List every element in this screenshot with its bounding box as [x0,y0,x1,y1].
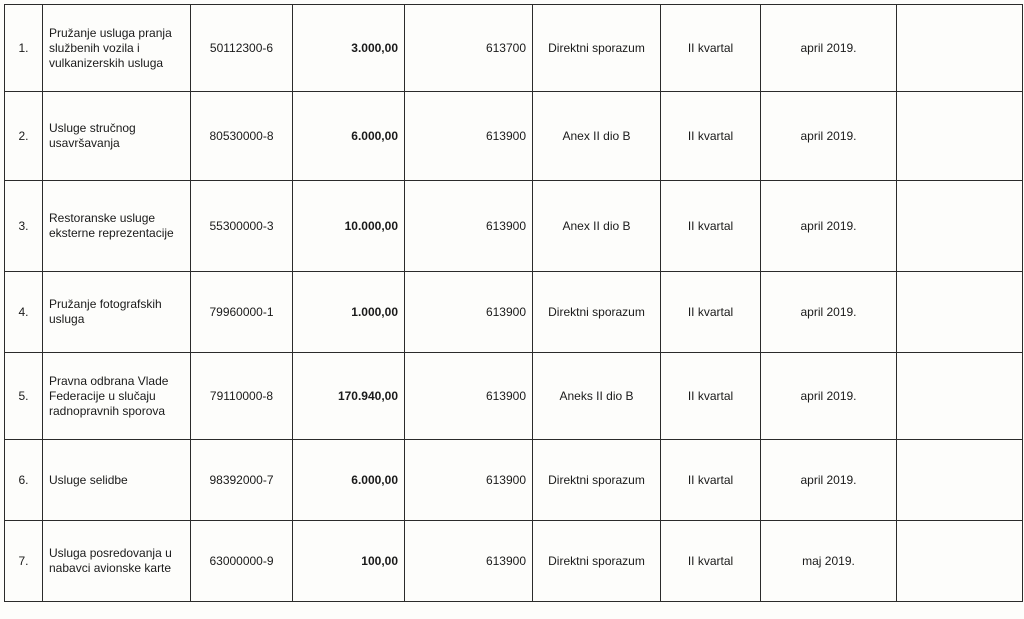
table-row [5,92,1023,181]
row-number: 7. [5,521,43,602]
cpv-code: 50112300-6 [191,5,293,92]
table-row [5,181,1023,272]
cpv-code: 79960000-1 [191,272,293,353]
quarter: II kvartal [661,92,761,181]
row-number: 1. [5,5,43,92]
estimated-amount: 6.000,00 [293,440,405,521]
row-number: 4. [5,272,43,353]
quarter: II kvartal [661,181,761,272]
row-number: 5. [5,353,43,440]
quarter: II kvartal [661,521,761,602]
budget-account: 613900 [405,92,533,181]
empty-cell [897,272,1023,353]
empty-cell [897,353,1023,440]
cpv-code: 98392000-7 [191,440,293,521]
procedure-type: Aneks II dio B [533,353,661,440]
budget-account: 613900 [405,440,533,521]
table-row [5,440,1023,521]
empty-cell [897,5,1023,92]
service-description: Usluge stručnog usavršavanja [43,92,191,181]
estimated-amount: 1.000,00 [293,272,405,353]
empty-cell [897,521,1023,602]
row-number: 2. [5,92,43,181]
estimated-amount: 170.940,00 [293,353,405,440]
service-description: Restoranske usluge eksterne reprezentacije [43,181,191,272]
estimated-amount: 100,00 [293,521,405,602]
service-description: Pružanje fotografskih usluga [43,272,191,353]
planned-month: april 2019. [761,440,897,521]
procedure-type: Direktni sporazum [533,5,661,92]
empty-cell [897,92,1023,181]
estimated-amount: 3.000,00 [293,5,405,92]
procurement-plan-table [4,4,1023,602]
cpv-code: 79110000-8 [191,353,293,440]
planned-month: april 2019. [761,92,897,181]
cpv-code: 80530000-8 [191,92,293,181]
planned-month: april 2019. [761,181,897,272]
procedure-type: Anex II dio B [533,181,661,272]
cpv-code: 55300000-3 [191,181,293,272]
table-row [5,521,1023,602]
empty-cell [897,440,1023,521]
procedure-type: Direktni sporazum [533,521,661,602]
budget-account: 613900 [405,353,533,440]
empty-cell [897,181,1023,272]
service-description: Pružanje usluga pranja službenih vozila i vulkanizerskih usluga [43,5,191,92]
table-row [5,5,1023,92]
service-description: Usluge selidbe [43,440,191,521]
budget-account: 613900 [405,521,533,602]
planned-month: april 2019. [761,353,897,440]
estimated-amount: 6.000,00 [293,92,405,181]
procedure-type: Direktni sporazum [533,440,661,521]
quarter: II kvartal [661,440,761,521]
row-number: 3. [5,181,43,272]
planned-month: april 2019. [761,5,897,92]
row-number: 6. [5,440,43,521]
table-row [5,272,1023,353]
planned-month: maj 2019. [761,521,897,602]
service-description: Usluga posredovanja u nabavci avionske karte [43,521,191,602]
planned-month: april 2019. [761,272,897,353]
budget-account: 613700 [405,5,533,92]
quarter: II kvartal [661,272,761,353]
cpv-code: 63000000-9 [191,521,293,602]
budget-account: 613900 [405,272,533,353]
table-row [5,353,1023,440]
estimated-amount: 10.000,00 [293,181,405,272]
budget-account: 613900 [405,181,533,272]
quarter: II kvartal [661,5,761,92]
procedure-type: Anex II dio B [533,92,661,181]
procedure-type: Direktni sporazum [533,272,661,353]
quarter: II kvartal [661,353,761,440]
service-description: Pravna odbrana Vlade Federacije u slučaju radnopravnih sporova [43,353,191,440]
